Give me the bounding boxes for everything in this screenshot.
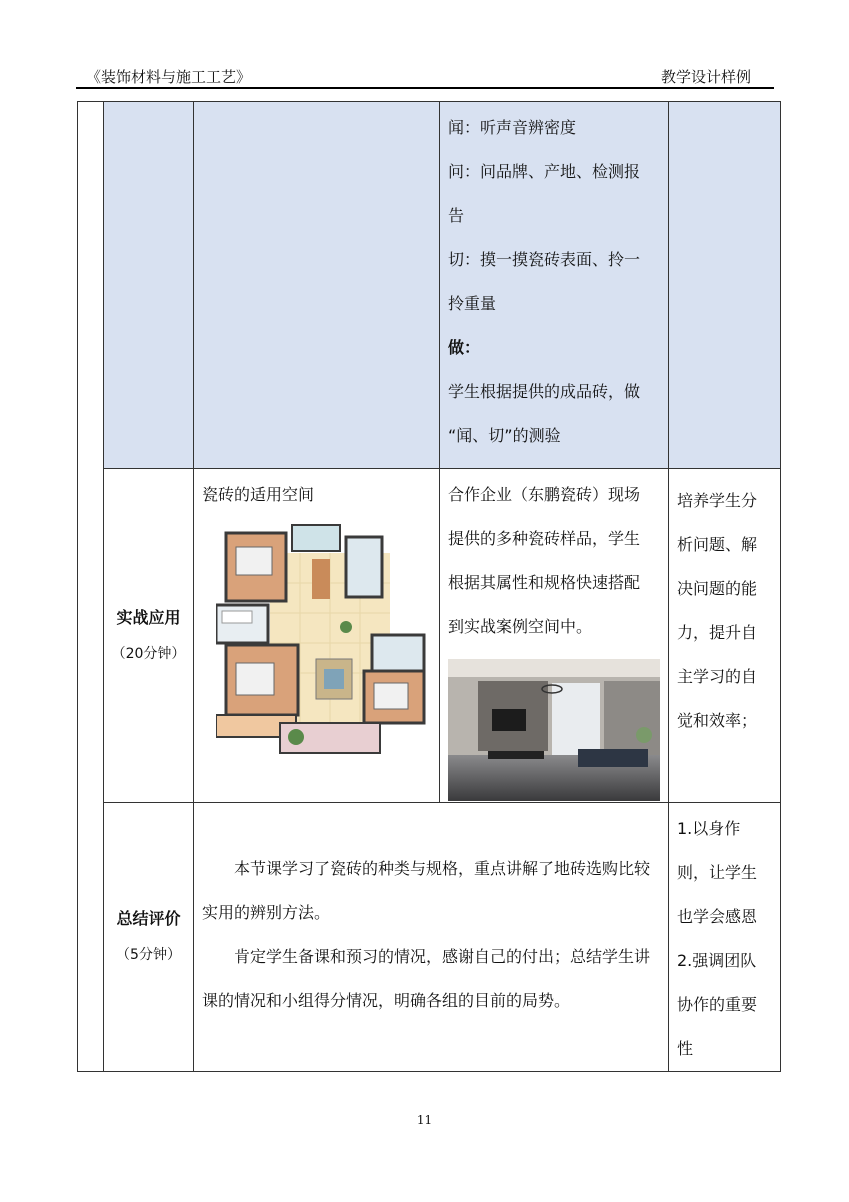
activity-line: 合作企业（东鹏瓷砖）现场 <box>448 485 641 504</box>
activity-line: 闻：听声音辨密度 <box>448 118 577 137</box>
stage-cell <box>104 469 194 803</box>
floor-plan-image <box>216 523 428 755</box>
activity-cell <box>440 469 669 803</box>
summary-paragraph: 肯定学生备课和预习的情况，感谢自己的付出；总结学生讲课的情况和小组得分情况，明确各组的目前的局势。 <box>202 947 651 1010</box>
header-doc-type: 教学设计样例 <box>660 68 751 86</box>
stage-cell <box>104 102 194 469</box>
content-cell <box>194 102 440 469</box>
intent-line: 1.以身作 <box>677 819 741 838</box>
margin-column <box>78 102 104 1072</box>
activity-line: 问：问品牌、产地、检测报 <box>448 162 641 181</box>
activity-line: 切：摸一摸瓷砖表面、拎一 <box>448 250 641 269</box>
header-rule <box>76 87 774 89</box>
table-row <box>78 102 781 469</box>
intent-line: 析问题、解 <box>677 535 758 554</box>
intent-line: 也学会感恩 <box>677 907 758 926</box>
intent-line: 力，提升自 <box>677 623 758 642</box>
activity-line: 做： <box>448 338 481 357</box>
content-title: 瓷砖的适用空间 <box>202 485 315 504</box>
activity-line: 根据其属性和规格快速搭配 <box>448 573 641 592</box>
intent-cell <box>669 102 781 469</box>
intent-line: 觉和效率； <box>677 711 758 730</box>
activity-line: 拎重量 <box>448 294 497 313</box>
activity-line: 告 <box>448 206 465 225</box>
intent-line: 主学习的自 <box>677 667 758 686</box>
intent-cell <box>669 469 781 803</box>
activity-line: 到实战案例空间中。 <box>448 617 593 636</box>
intent-line: 协作的重要 <box>677 995 758 1014</box>
stage-title: 实战应用 <box>116 607 181 627</box>
stage-time: （20分钟） <box>111 645 186 662</box>
table-row <box>78 469 781 803</box>
stage-time: （5分钟） <box>116 947 181 963</box>
header-book-title: 《装饰材料与施工工艺》 <box>86 68 252 86</box>
activity-line: 学生根据提供的成品砖，做 <box>448 382 641 401</box>
content-cell <box>194 469 440 803</box>
intent-line: 决问题的能 <box>677 579 758 598</box>
intent-cell <box>669 803 781 1072</box>
summary-cell <box>194 803 669 1072</box>
stage-cell <box>104 803 194 1072</box>
intent-line: 则，让学生 <box>677 863 758 882</box>
stage-title: 总结评价 <box>116 909 181 928</box>
intent-line: 2.强调团队 <box>677 951 757 970</box>
page-number: 11 <box>416 1113 433 1127</box>
activity-line: “闻、切”的测验 <box>448 426 561 445</box>
intent-line: 培养学生分 <box>677 491 758 510</box>
lesson-table <box>77 101 781 1072</box>
activity-cell <box>440 102 669 469</box>
summary-paragraph: 本节课学习了瓷砖的种类与规格，重点讲解了地砖选购比较实用的辨别方法。 <box>202 859 651 922</box>
activity-line: 提供的多种瓷砖样品，学生 <box>448 529 641 548</box>
intent-line: 性 <box>677 1039 694 1058</box>
table-row <box>78 803 781 1072</box>
living-room-photo <box>448 659 660 801</box>
